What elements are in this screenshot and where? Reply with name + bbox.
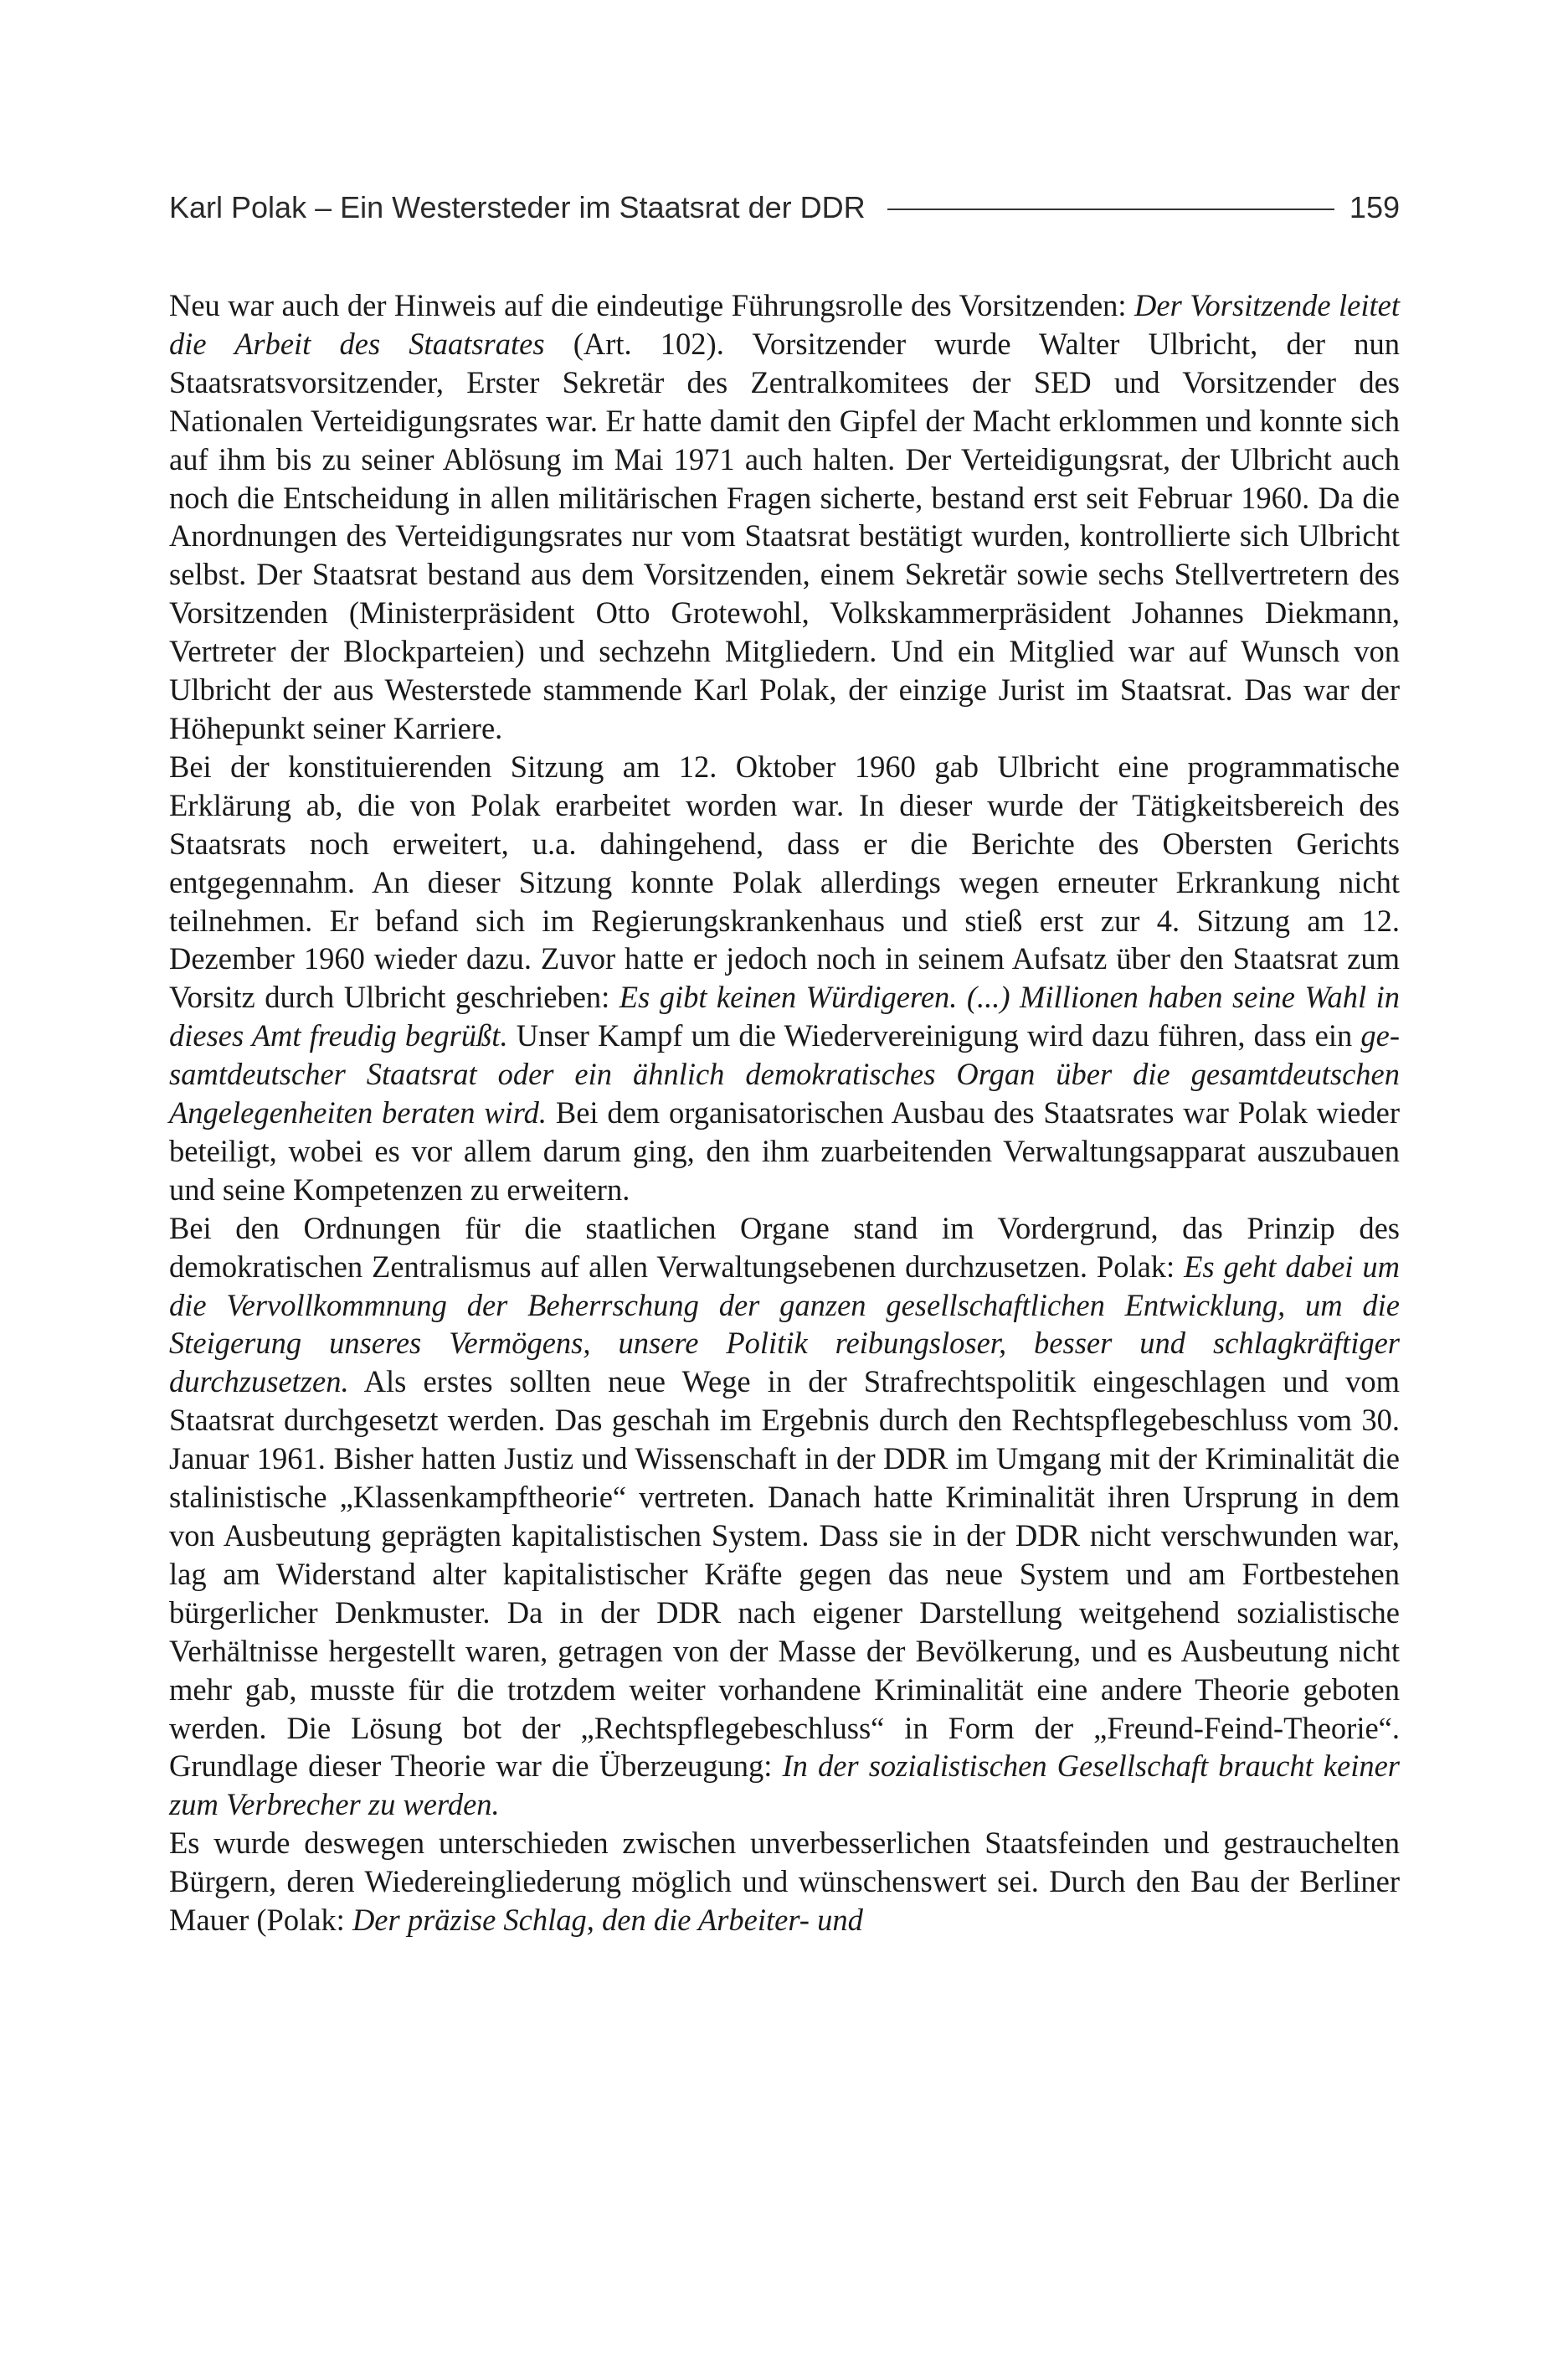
text-run: (Art. 102). Vorsitzender wurde Walter Ulbricht, der nun Staatsratsvorsitzender, Erster Sekretär des Zentralkomitees der SED und Vorsitzender des Nationalen Verteidigungsrates war. Er hatte damit den Gipfel der Macht erklommen und konnte sich auf ihm bis zu seiner Ablösung im Mai 1971 auch halten. Der Verteidigungsrat, der Ulbricht auch noch die Entscheidung in allen militärischen Fragen sicherte, bestand erst seit Februar 1960. Da die Anordnungen des Verteidigungsrates nur vom Staatsrat bestätigt wurden, kontrollierte sich Ulbricht selbst. Der Staatsrat bestand aus dem Vorsitzenden, einem Sekretär sowie sechs Stellvertretern des Vorsitzenden (Ministerpräsident Otto Grotewohl, Volkskammerpräsident Johannes Diekmann, Vertreter der Blockparteien) und sechzehn Mitgliedern. Und ein Mitglied war auf Wunsch von Ulbricht der aus Westerstede stammende Karl Polak, der einzige Jurist im Staatsrat. Das war der Höhepunkt seiner Karriere. (169, 326, 1400, 745)
paragraph (169, 286, 1400, 748)
paragraph (169, 1209, 1400, 1825)
italic-quote: gesamtdeutscher Staatsrat oder ein ähnlich demokratisches Organ über die gesamtdeutschen Angelegenheiten beraten wird. (169, 1018, 1401, 1130)
text-run: Bei der konstituierenden Sitzung am 12. Oktober 1960 gab Ulbricht eine programmatische Erklärung ab, die von Polak erarbeitet worden war. In dieser wurde der Tätigkeitsbereich des Staatsrats noch erweitert, u.a. dahingehend, dass er die Berichte des Obersten Gerichts entgegennahm. An dieser Sitzung konnte Polak allerdings wegen erneuter Erkrankung nicht teilnehmen. Er befand sich im Regierungskrankenhaus und stieß erst zur 4. Sitzung am 12. Dezember 1960 wieder dazu. Zuvor hatte er jedoch noch in seinem Aufsatz über den Staatsrat zum Vorsitz durch Ulbricht geschrieben: (169, 749, 1400, 1015)
italic-quote: Der Vorsitzende leitet die Arbeit des Staatsrates (169, 288, 1400, 361)
paragraph (169, 748, 1400, 1209)
page-number: 159 (1349, 190, 1400, 224)
text-run: Bei den Ordnungen für die staatlichen Organe stand im Vordergrund, das Prinzip des demokratischen Zentralismus auf allen Verwaltungsebenen durchzusetzen. Polak: (169, 1210, 1400, 1284)
paragraph (169, 1824, 1400, 1939)
text-run: Unser Kampf um die Wiedervereinigung wird dazu führen, dass ein (507, 1018, 1361, 1053)
body-text (169, 286, 1400, 1939)
running-head (169, 183, 1400, 233)
text-run: Bei dem organisatorischen Ausbau des Staatsrates war Polak wieder beteiligt, wobei es vor allem darum ging, den ihm zuarbeitenden Verwaltungsapparat auszubauen und seine Kompetenzen zu erweitern. (169, 1095, 1400, 1207)
running-head-rule (887, 209, 1334, 210)
italic-quote: Es geht dabei um die Vervollkommnung der Beherrschung der ganzen gesellschaftlichen Entwicklung, um die Steigerung unseres Vermögens, unsere Politik reibungsloser, besser und schlagkräftiger durchzusetzen. (169, 1249, 1400, 1399)
text-run: Es wurde deswegen unterschieden zwischen unverbesserlichen Staatsfeinden und gestrauchelten Bürgern, deren Wiedereingliederung möglich und wünschenswert sei. Durch den Bau der Berliner Mauer (Polak: (169, 1826, 1400, 1938)
italic-quote: Der präzise Schlag, den die Arbeiter- und (352, 1903, 863, 1938)
italic-quote: In der sozialistischen Gesellschaft braucht keiner zum Verbrecher zu werden. (169, 1749, 1400, 1822)
text-run: Neu war auch der Hinweis auf die eindeutige Führungsrolle des Vorsitzenden: (169, 288, 1135, 322)
italic-quote: Es gibt keinen Würdigeren. (...) Millionen haben seine Wahl in dieses Amt freudig begrüßt. (169, 980, 1400, 1053)
running-head-title: Karl Polak – Ein Westersteder im Staatsrat der DDR (169, 190, 866, 224)
text-run: Als erstes sollten neue Wege in der Strafrechtspolitik eingeschlagen und vom Staatsrat durchgesetzt werden. Das geschah im Ergebnis durch den Rechtspflegebeschluss vom 30. Januar 1961. Bisher hatten Justiz und Wissenschaft in der DDR im Umgang mit der Kriminalität die stalinistische „Klassenkampftheorie“ vertreten. Danach hatte Kriminalität ihren Ursprung in dem von Ausbeutung geprägten kapitalistischen System. Dass sie in der DDR nicht verschwunden war, lag am Widerstand alter kapitalistischer Kräfte gegen das neue System und am Fortbestehen bürgerlicher Denkmuster. Da in der DDR nach eigener Darstellung weitgehend sozialistische Verhältnisse hergestellt waren, getragen von der Masse der Bevölkerung, und es Ausbeutung nicht mehr gab, musste für die trotzdem weiter vorhandene Kriminalität eine andere Theorie geboten werden. Die Lösung bot der „Rechtspflegebeschluss“ in Form der „Freund-Feind-Theorie“. Grundlage dieser Theorie war die Überzeugung: (169, 1364, 1400, 1784)
